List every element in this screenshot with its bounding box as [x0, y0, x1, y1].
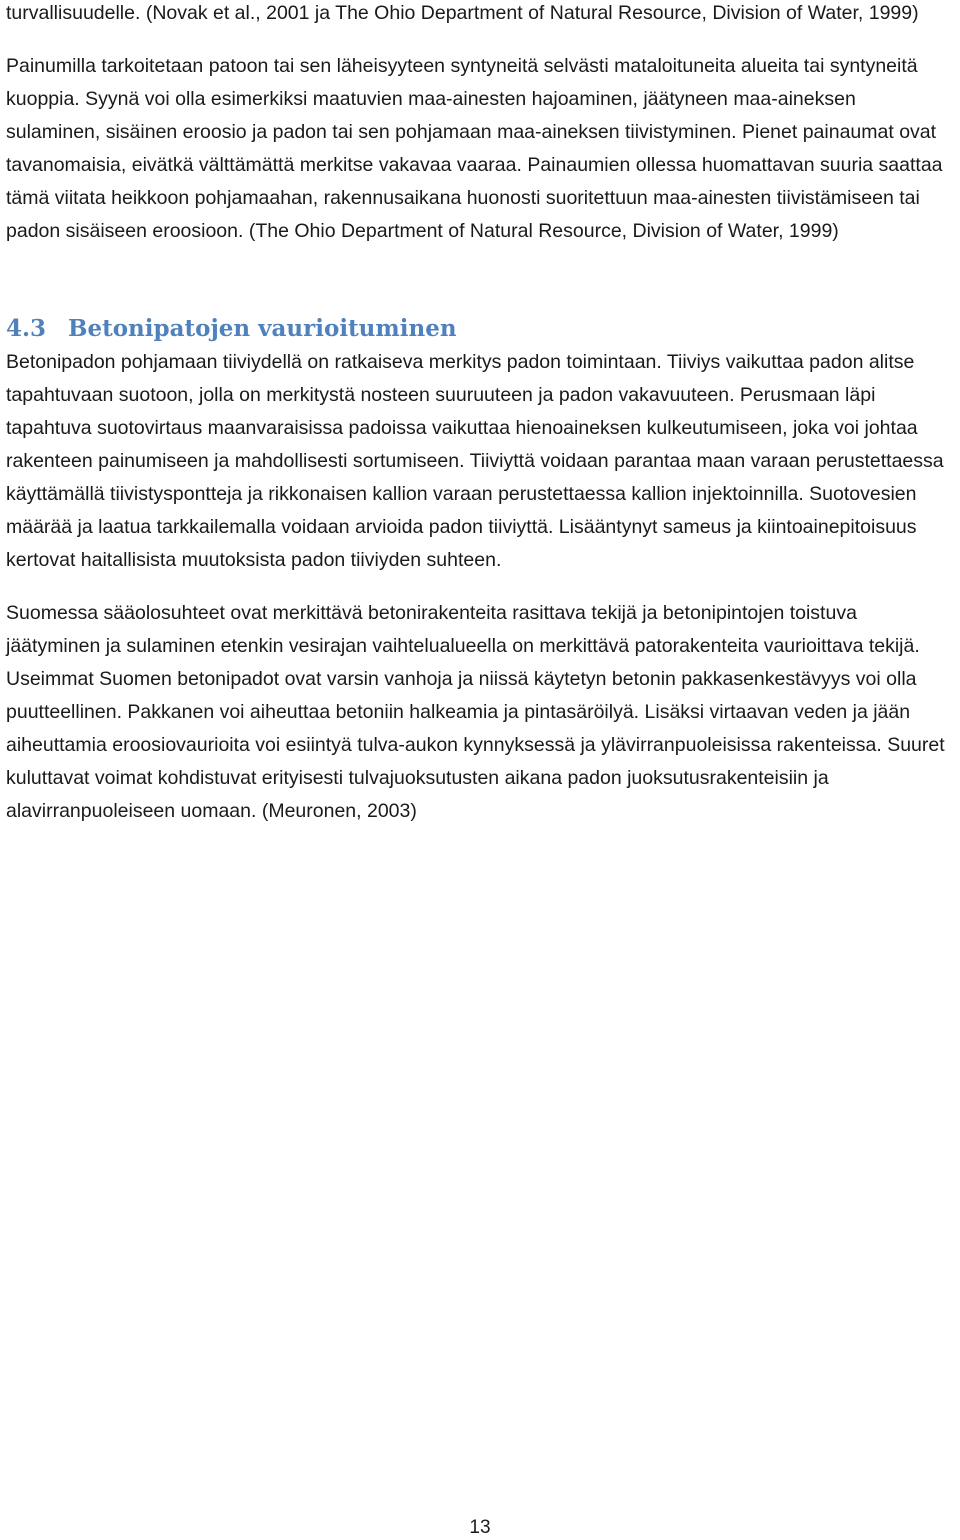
paragraph-continuation: turvallisuudelle. (Novak et al., 2001 ja The Ohio Department of Natural Resource, Division of Water, 1999) — [6, 2, 919, 24]
page-number: 13 — [469, 1517, 491, 1538]
paragraph-pohjamaan-tiiviys: Betonipadon pohjamaan tiiviydellä on ratkaiseva merkitys padon toimintaan. Tiiviys vaikuttaa padon alitse tapahtuvaan suotoon, jolla on merkitystä nosteen suuruuteen ja padon vakavuuteen. Perusmaan läpi tapahtuva suotovirtaus maanvaraisissa padoissa vaikuttaa hienoaineksen kulkeutumiseen, joka voi johtaa rakenteen painumiseen ja mahdollisesti sortumiseen. Tiiviyttä voidaan parantaa maan varaan perustettaessa käyttämällä tiivistyspontteja ja rikkonaisen kallion varaan perustettaessa kallion injektoinnilla. Suotovesien määrää ja laatua tarkkailemalla voidaan arvioida padon tiiviyttä. Lisääntynyt sameus ja kiintoainepitoisuus kertovat haitallisista muutoksista padon tiiviyden suhteen. — [6, 351, 944, 571]
section-heading — [6, 312, 952, 346]
section-title: Betonipatojen vaurioituminen — [68, 315, 457, 342]
paragraph-saaolosuhteet: Suomessa sääolosuhteet ovat merkittävä betonirakenteita rasittava tekijä ja betonipintojen toistuva jäätyminen ja sulaminen etenkin vesirajan vaihtelualueella on merkittävä patorakenteita vaurioittava tekijä. Useimmat Suomen betonipadot ovat varsin vanhoja ja niissä käytetyn betonin pakkasenkestävyys voi olla puutteellinen. Pakkanen voi aiheuttaa betoniin halkeamia ja pintasäröilyä. Lisäksi virtaavan veden ja jään aiheuttamia eroosiovaurioita voi esiintyä tulva-aukon kynnyksessä ja ylävirranpuoleisissa rakenteissa. Suuret kuluttavat voimat kohdistuvat erityisesti tulvajuoksutusten aikana padon juoksutusrakenteisiin ja alavirranpuoleiseen uomaan. (Meuronen, 2003) — [6, 602, 945, 822]
paragraph-painumat: Painumilla tarkoitetaan patoon tai sen läheisyyteen syntyneitä selvästi mataloituneita alueita tai syntyneitä kuoppia. Syynä voi olla esimerkiksi maatuvien maa-ainesten hajoaminen, jäätyneen maa-aineksen sulaminen, sisäinen eroosio ja padon tai sen pohjamaan maa-aineksen tiivistyminen. Pienet painaumat ovat tavanomaisia, eivätkä välttämättä merkitse vakavaa vaaraa. Painaumien ollessa huomattavan suuria saattaa tämä viitata heikkoon pohjamaahan, rakennusaikana huonosti suoritettuun maa-ainesten tiivistämiseen tai padon sisäiseen eroosioon. (The Ohio Department of Natural Resource, Division of Water, 1999) — [6, 55, 943, 242]
section-number: 4.3 — [6, 315, 47, 342]
document-page — [6, 0, 952, 828]
